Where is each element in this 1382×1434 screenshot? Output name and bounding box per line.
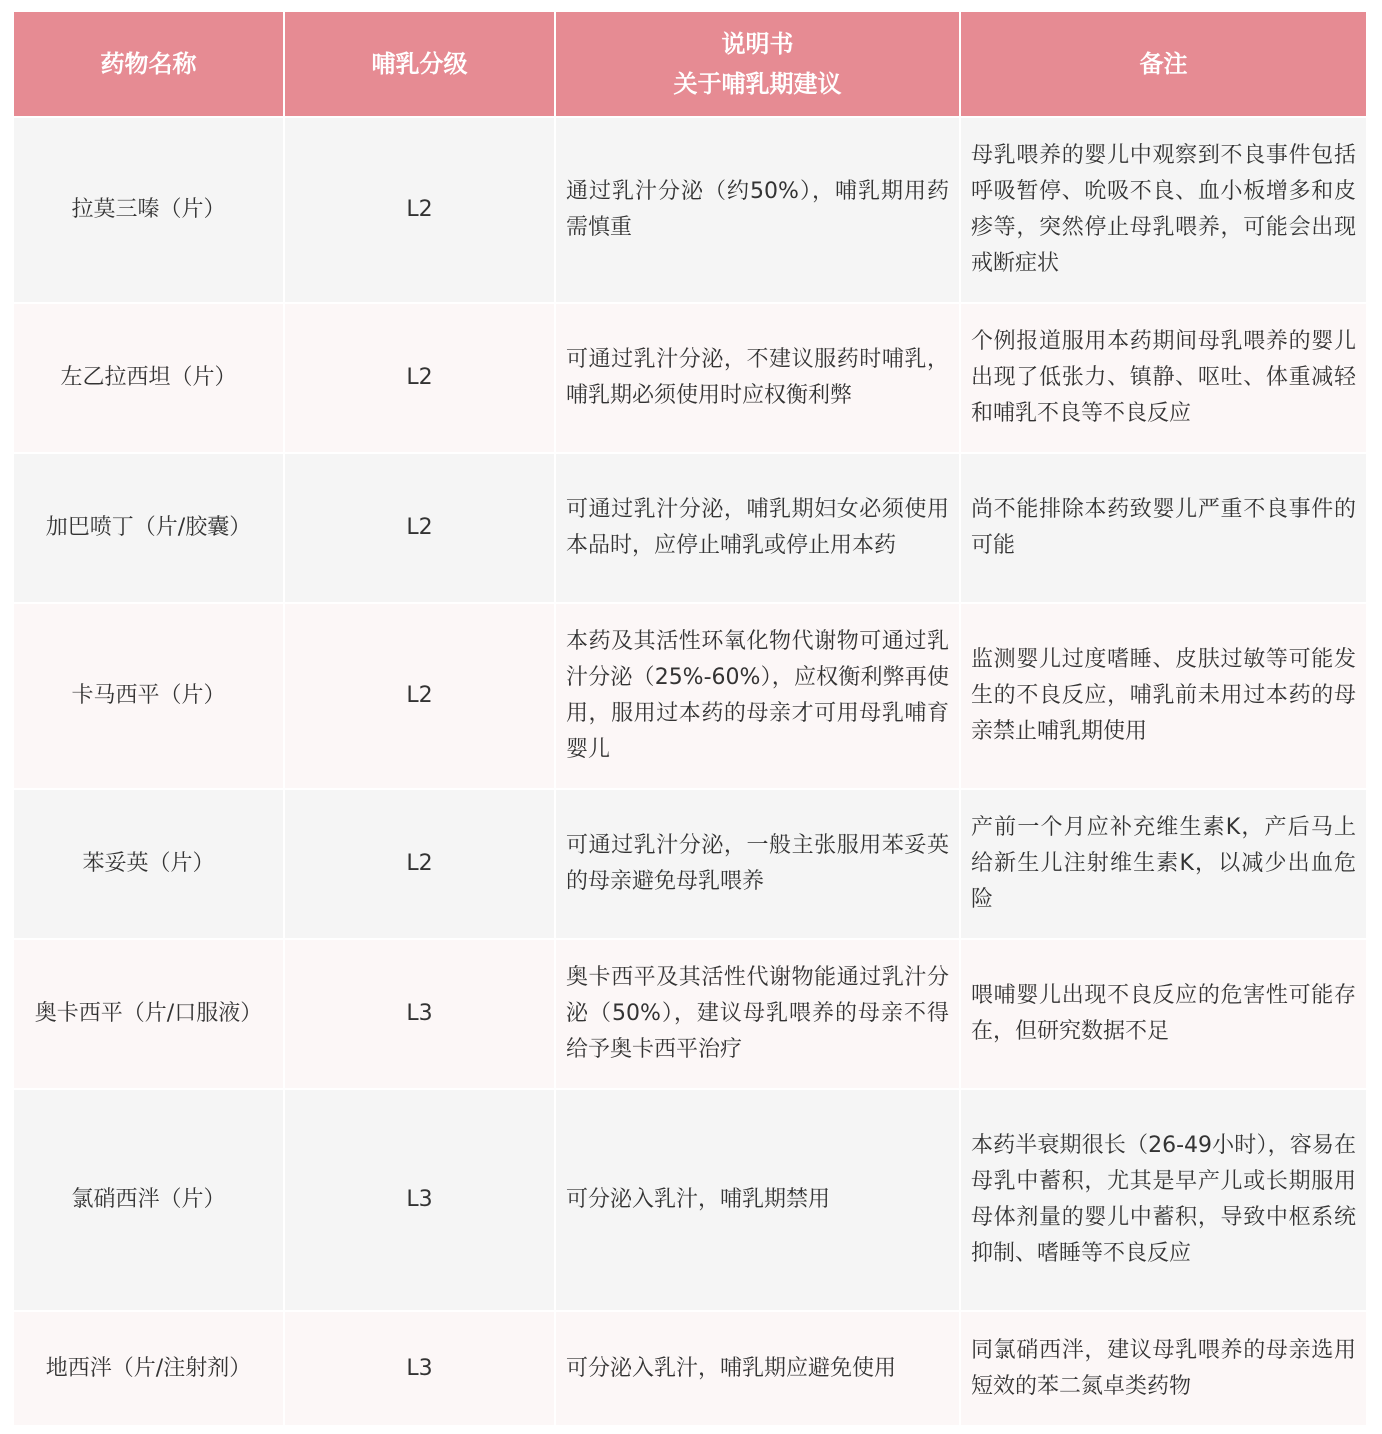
cell-instruction: 可分泌入乳汁，哺乳期禁用 bbox=[555, 1089, 960, 1311]
cell-grade: L2 bbox=[284, 603, 555, 789]
header-lactation-grade: 哺乳分级 bbox=[284, 12, 555, 117]
cell-remark: 产前一个月应补充维生素K，产后马上给新生儿注射维生素K，以减少出血危险 bbox=[960, 789, 1366, 939]
table-header-row bbox=[14, 12, 1366, 117]
cell-drug-name: 卡马西平（片） bbox=[14, 603, 284, 789]
drug-lactation-table bbox=[14, 12, 1366, 1425]
cell-instruction: 本药及其活性环氧化物代谢物可通过乳汁分泌（25%-60%），应权衡利弊再使用，服用过本药的母亲才可用母乳哺育婴儿 bbox=[555, 603, 960, 789]
header-instruction-line2: 关于哺乳期建议 bbox=[673, 70, 842, 98]
cell-instruction: 可通过乳汁分泌，不建议服药时哺乳，哺乳期必须使用时应权衡利弊 bbox=[555, 303, 960, 453]
cell-remark: 监测婴儿过度嗜睡、皮肤过敏等可能发生的不良反应，哺乳前未用过本药的母亲禁止哺乳期使用 bbox=[960, 603, 1366, 789]
header-drug-name: 药物名称 bbox=[14, 12, 284, 117]
header-instruction bbox=[555, 12, 960, 117]
cell-drug-name: 奥卡西平（片/口服液） bbox=[14, 939, 284, 1089]
cell-grade: L3 bbox=[284, 1311, 555, 1425]
table-row bbox=[14, 1089, 1366, 1311]
drug-lactation-table-container bbox=[14, 12, 1366, 1425]
cell-remark: 个例报道服用本药期间母乳喂养的婴儿出现了低张力、镇静、呕吐、体重减轻和哺乳不良等不良反应 bbox=[960, 303, 1366, 453]
cell-instruction: 通过乳汁分泌（约50%），哺乳期用药需慎重 bbox=[555, 117, 960, 303]
table-row bbox=[14, 789, 1366, 939]
table-row bbox=[14, 939, 1366, 1089]
cell-grade: L2 bbox=[284, 303, 555, 453]
cell-drug-name: 苯妥英（片） bbox=[14, 789, 284, 939]
cell-grade: L2 bbox=[284, 789, 555, 939]
cell-grade: L3 bbox=[284, 1089, 555, 1311]
cell-instruction: 可通过乳汁分泌，一般主张服用苯妥英的母亲避免母乳喂养 bbox=[555, 789, 960, 939]
cell-remark: 母乳喂养的婴儿中观察到不良事件包括呼吸暂停、吮吸不良、血小板增多和皮疹等，突然停止母乳喂养，可能会出现戒断症状 bbox=[960, 117, 1366, 303]
table-row bbox=[14, 453, 1366, 603]
cell-remark: 本药半衰期很长（26-49小时），容易在母乳中蓄积，尤其是早产儿或长期服用母体剂量的婴儿中蓄积，导致中枢系统抑制、嗜睡等不良反应 bbox=[960, 1089, 1366, 1311]
cell-drug-name: 氯硝西泮（片） bbox=[14, 1089, 284, 1311]
cell-remark: 同氯硝西泮，建议母乳喂养的母亲选用短效的苯二氮卓类药物 bbox=[960, 1311, 1366, 1425]
cell-drug-name: 地西泮（片/注射剂） bbox=[14, 1311, 284, 1425]
cell-drug-name: 左乙拉西坦（片） bbox=[14, 303, 284, 453]
table-row bbox=[14, 303, 1366, 453]
cell-drug-name: 加巴喷丁（片/胶囊） bbox=[14, 453, 284, 603]
cell-drug-name: 拉莫三嗪（片） bbox=[14, 117, 284, 303]
cell-remark: 喂哺婴儿出现不良反应的危害性可能存在，但研究数据不足 bbox=[960, 939, 1366, 1089]
cell-grade: L3 bbox=[284, 939, 555, 1089]
header-instruction-line1: 说明书 bbox=[721, 30, 794, 58]
table-row bbox=[14, 603, 1366, 789]
cell-grade: L2 bbox=[284, 453, 555, 603]
cell-instruction: 可通过乳汁分泌，哺乳期妇女必须使用本品时，应停止哺乳或停止用本药 bbox=[555, 453, 960, 603]
header-remark: 备注 bbox=[960, 12, 1366, 117]
table-row bbox=[14, 117, 1366, 303]
cell-instruction: 可分泌入乳汁，哺乳期应避免使用 bbox=[555, 1311, 960, 1425]
table-row bbox=[14, 1311, 1366, 1425]
cell-remark: 尚不能排除本药致婴儿严重不良事件的可能 bbox=[960, 453, 1366, 603]
cell-instruction: 奥卡西平及其活性代谢物能通过乳汁分泌（50%），建议母乳喂养的母亲不得给予奥卡西平治疗 bbox=[555, 939, 960, 1089]
cell-grade: L2 bbox=[284, 117, 555, 303]
